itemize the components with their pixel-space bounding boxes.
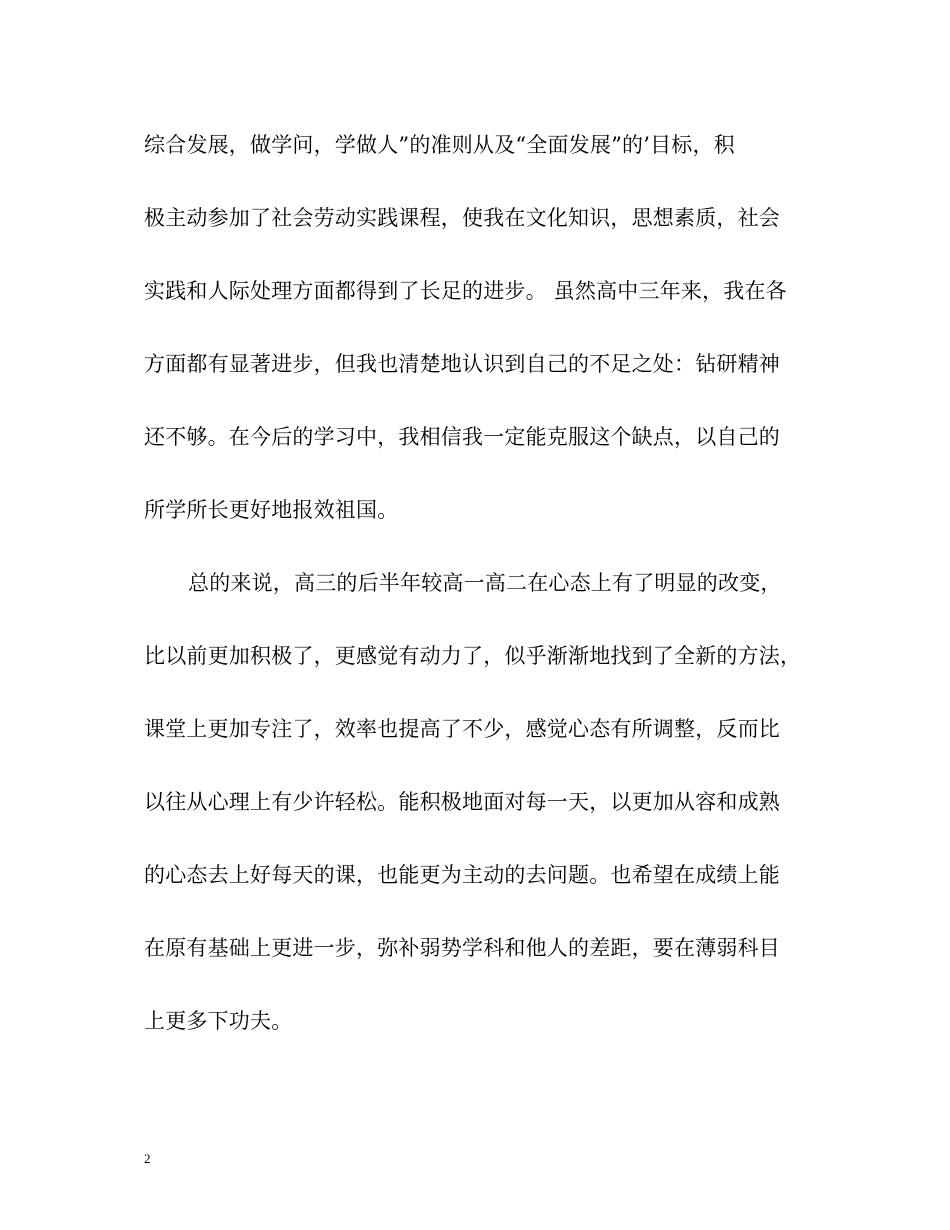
text-line: 在原有基础上更进一步，弥补弱势学科和他人的差距，要在薄弱科目 [144, 936, 780, 960]
text-line: 上更多下功夫。 [144, 1009, 293, 1033]
text-line: 实践和人际处理方面都得到了长足的进步。 虽然高中三年来，我在各 [144, 279, 787, 303]
text-line: 以往从心理上有少许轻松。能积极地面对每一天，以更加从容和成熟 [144, 790, 780, 814]
text-line: 比以前更加积极了，更感觉有动力了，似乎渐渐地找到了全新的方法， [144, 644, 802, 668]
page-number: 2 [144, 1151, 151, 1166]
text-line: 的心态去上好每天的课，也能更为主动的去问题。也希望在成绩上能 [144, 863, 780, 887]
text-line: 还不够。在今后的学习中，我相信我一定能克服这个缺点，以自己的 [144, 425, 780, 449]
text-line: 所学所长更好地报效祖国。 [144, 498, 399, 522]
body-text [144, 126, 824, 1075]
paragraph-first-line: 总的来说，高三的后半年较高一高二在心态上有了明显的改变， [188, 571, 782, 595]
text-line: 方面都有显著进步，但我也清楚地认识到自己的不足之处：钻研精神 [144, 352, 780, 376]
text-line: 综合发展，做学问，学做人”的准则从及“全面发展”的’目标，积 [144, 133, 735, 157]
text-line: 极主动参加了社会劳动实践课程，使我在文化知识，思想素质，社会 [144, 206, 780, 230]
text-line: 课堂上更加专注了，效率也提高了不少，感觉心态有所调整，反而比 [144, 717, 780, 741]
